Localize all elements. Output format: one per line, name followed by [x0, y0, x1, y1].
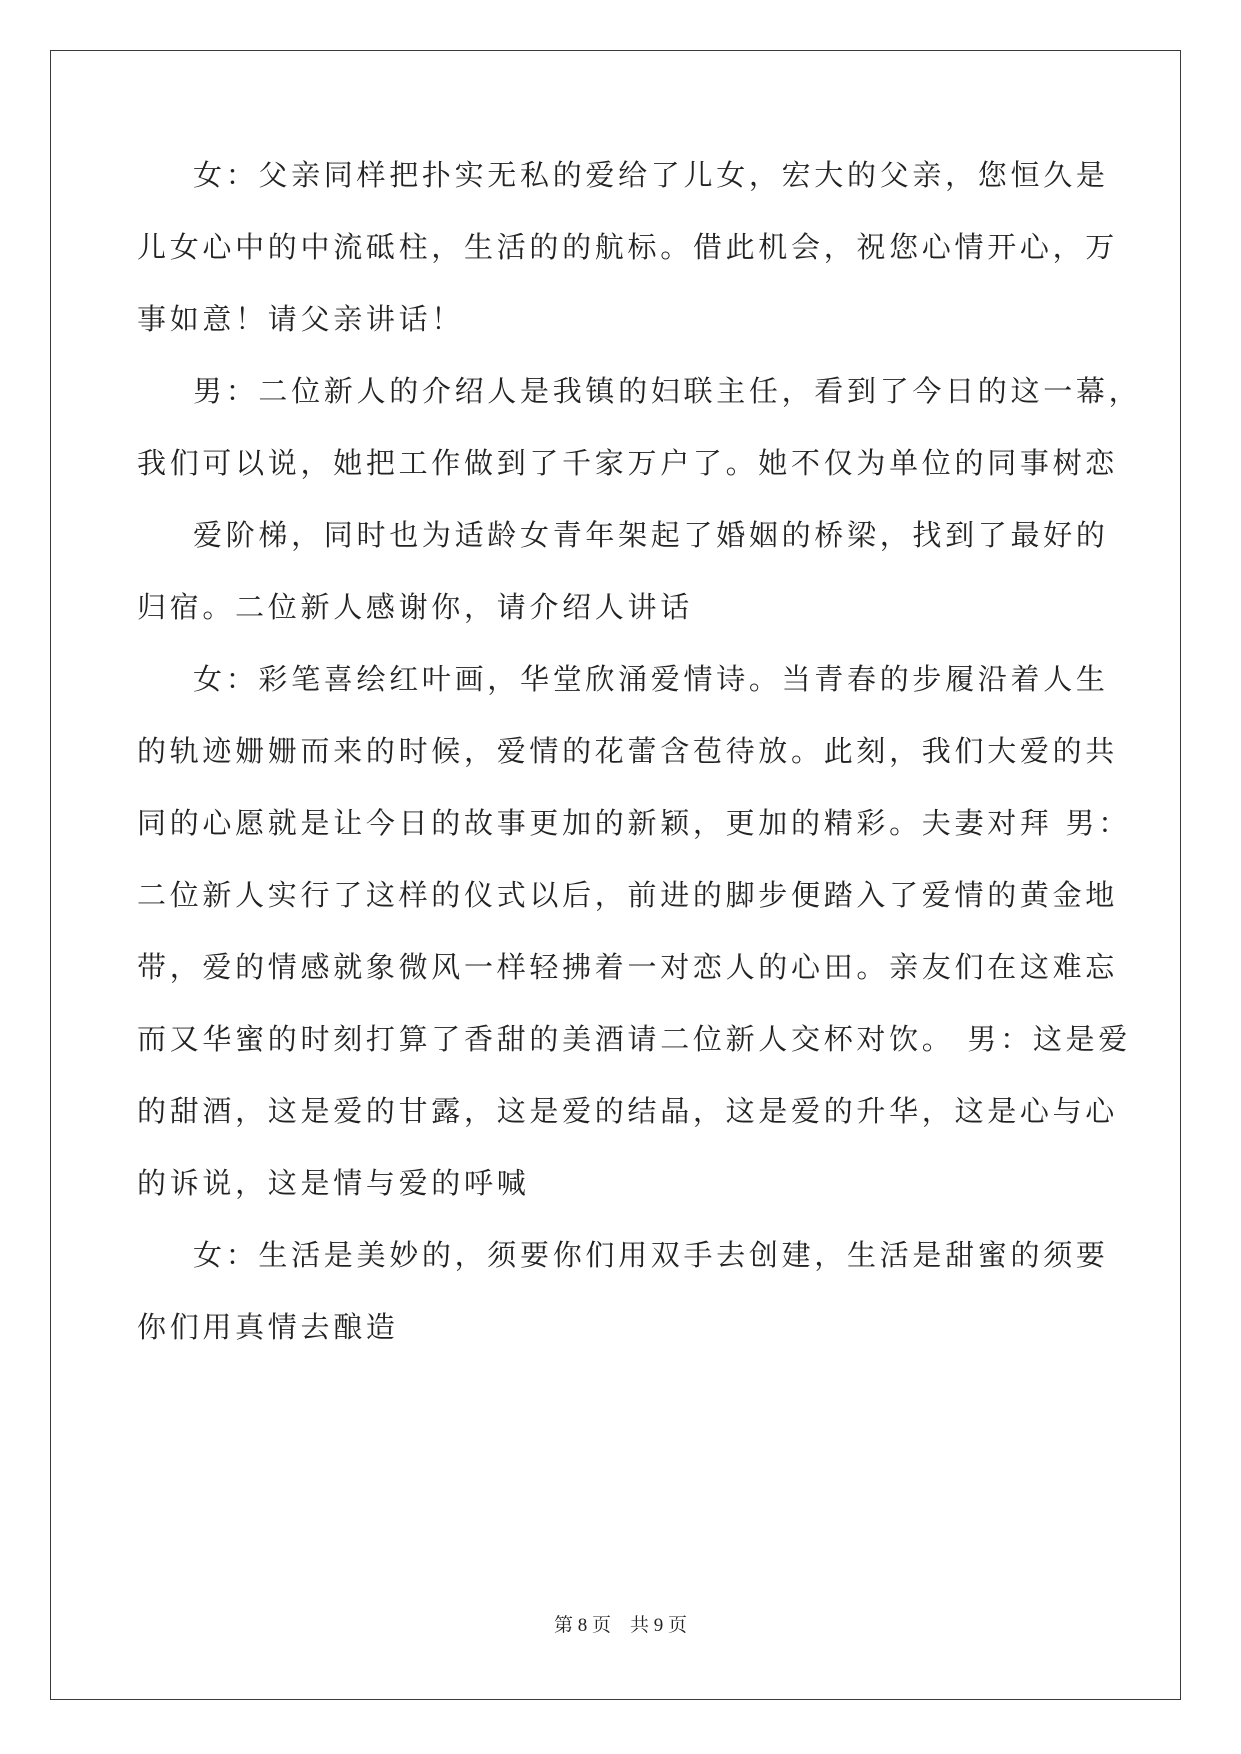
- text-line-3: 事如意！请父亲讲话！: [137, 302, 465, 336]
- page-border: [50, 50, 1181, 1700]
- text-line-6: 爱阶梯，同时也为适龄女青年架起了婚姻的桥梁，找到了最好的: [193, 518, 1109, 552]
- text-line-16: 女：生活是美妙的，须要你们用双手去创建，生活是甜蜜的须要: [193, 1238, 1109, 1272]
- page-number: 第 8 页 共 9 页: [553, 1615, 687, 1636]
- text-line-14: 的甜酒，这是爱的甘露，这是爱的结晶，这是爱的升华，这是心与心: [137, 1094, 1119, 1128]
- text-line-13: 而又华蜜的时刻打算了香甜的美酒请二位新人交杯对饮。 男：这是爱: [137, 1022, 1131, 1056]
- text-line-11: 二位新人实行了这样的仪式以后，前进的脚步便踏入了爱情的黄金地: [137, 878, 1119, 912]
- text-line-17: 你们用真情去酿造: [137, 1310, 399, 1344]
- text-line-8: 女：彩笔喜绘红叶画，华堂欣涌爱情诗。当青春的步履沿着人生: [193, 662, 1109, 696]
- text-line-2: 儿女心中的中流砥柱，生活的的航标。借此机会，祝您心情开心，万: [137, 230, 1119, 264]
- text-line-10: 同的心愿就是让今日的故事更加的新颖，更加的精彩。夫妻对拜 男：: [137, 806, 1131, 840]
- text-line-9: 的轨迹姗姗而来的时候，爱情的花蕾含苞待放。此刻，我们大爱的共: [137, 734, 1119, 768]
- text-line-4: 男：二位新人的介绍人是我镇的妇联主任，看到了今日的这一幕，: [193, 374, 1142, 408]
- text-line-5: 我们可以说，她把工作做到了千家万户了。她不仅为单位的同事树恋: [137, 446, 1119, 480]
- text-line-1: 女：父亲同样把扑实无私的爱给了儿女，宏大的父亲，您恒久是: [193, 158, 1109, 192]
- text-line-15: 的诉说，这是情与爱的呼喊: [137, 1166, 530, 1200]
- text-line-12: 带，爱的情感就象微风一样轻拂着一对恋人的心田。亲友们在这难忘: [137, 950, 1119, 984]
- text-line-7: 归宿。二位新人感谢你，请介绍人讲话: [137, 590, 693, 624]
